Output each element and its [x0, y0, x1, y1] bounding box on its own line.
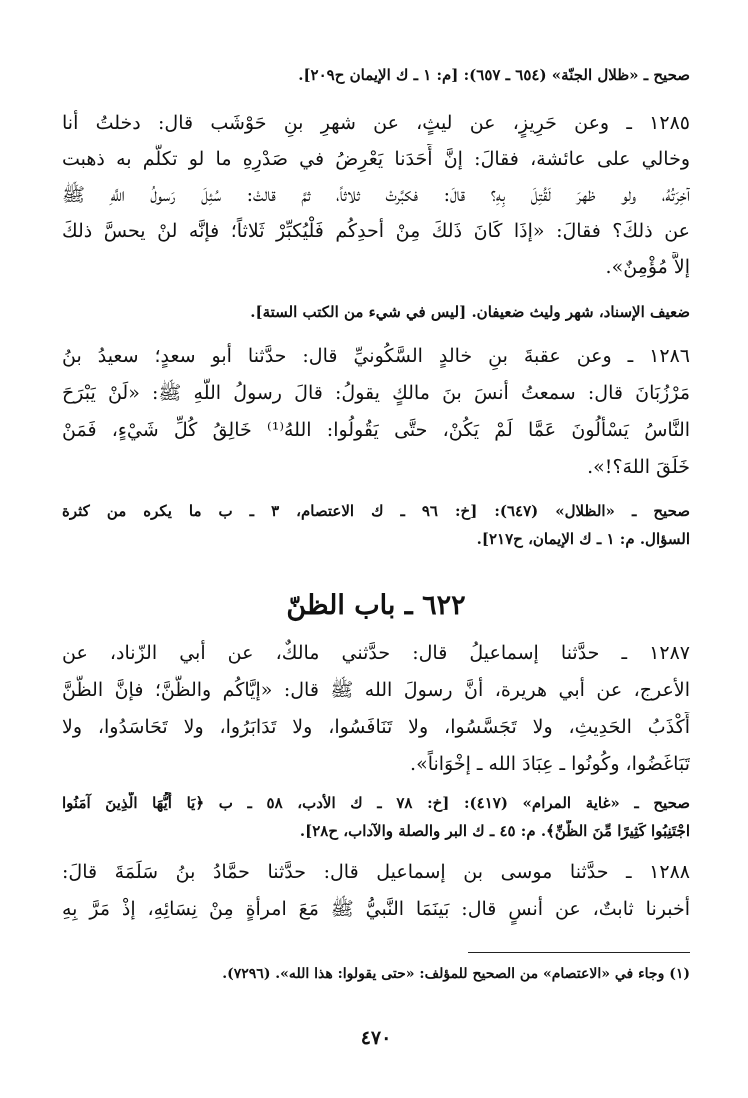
hadith-1288-line-1: ١٢٨٨ ـ حدَّثنا موسى بن إسماعيل قال: حدَّثنا حمَّادُ بنُ سَلَمَةَ قالَ:	[62, 861, 690, 883]
page-number: ٤٧٠	[360, 1027, 392, 1049]
hadith-1285-line-3: آخِرَتُهُ، ولو ظهرَ لَقُتِلَ بِهِ؟ قالَ: فكبَّرتْ ثلاثاً، ثمَّ قالتْ: سُئِلَ رَسولُ اللَّهِ ﷺ	[62, 184, 690, 206]
grading-note-top: صحيح ـ «ظلال الجنّة» (٦٥٤ ـ ٦٥٧): [م: ١ ـ ك الإيمان ح٢٠٩].	[298, 66, 690, 84]
hadith-1288-line-2: أخبرنا ثابتٌ، عن أنسٍ قال: بَينَمَا النَّبيُّ ﷺ مَعَ امرأةٍ مِنْ نِسَائِهِ، إذْ مَرَّ بِهِ	[62, 898, 690, 920]
hadith-1286-line-4: خَلَقَ اللهَ؟!».	[587, 456, 690, 478]
book-page	[62, 62, 690, 1062]
hadith-1286-line-1: ١٢٨٦ ـ وعن عقبةَ بنِ خالدٍ السَّكُونيِّ قال: حدَّثنا أبو سعدٍ؛ سعيدُ بنُ	[62, 345, 690, 367]
hadith-1286-line-2: مَرْزُبَانَ قال: سمعتُ أنسَ بنَ مالكٍ يقولُ: قالَ رسولُ اللَّهِ ﷺ: «لَنْ يَبْرَحَ	[62, 382, 690, 404]
hadith-1285-line-1: ١٢٨٥ ـ وعن حَرِيزٍ، عن ليثٍ، عن شهرِ بنِ حَوْشَب قال: دخلتُ أنا	[62, 112, 690, 134]
chapter-heading: ٦٢٢ ـ باب الظنّ	[286, 590, 466, 621]
hadith-1286-grading-line-1: صحيح ـ «الظلال» (٦٤٧): [خ: ٩٦ ـ ك الاعتصام، ٣ ـ ب ما يكره من كثرة	[62, 502, 690, 520]
hadith-1287-line-2: الأعرج، عن أبي هريرة، أنَّ رسولَ الله ﷺ قال: «إيَّاكُم والظَّنَّ؛ فإنَّ الظَّنَّ	[62, 679, 690, 701]
hadith-1286-line-3: النَّاسُ يَسْأَلُونَ عَمَّا لَمْ يَكُنْ، حتَّى يَقُولُوا: اللهُ⁽¹⁾ خَالِقُ كُلِّ شَيْءٍ، فَمَنْ	[62, 419, 690, 441]
hadith-1287-line-3: أَكْذَبُ الحَدِيثِ، ولا تَجَسَّسُوا، ولا تَنَافَسُوا، ولا تَدَابَرُوا، ولا تَحَاسَدُوا، ولا	[62, 716, 690, 738]
hadith-1285-grading: ضعيف الإسناد، شهر وليث ضعيفان. [ليس في شيء من الكتب الستة].	[250, 303, 690, 321]
hadith-1287-grading-line-1: صحيح ـ «غاية المرام» (٤١٧): [خ: ٧٨ ـ ك الأدب، ٥٨ ـ ب ﴿يَا أَيُّهَا الَّذِينَ آمَنُوا	[62, 794, 690, 812]
footnote-1: (١) وجاء في «الاعتصام» من الصحيح للمؤلف: «حتى يقولوا: هذا الله». (٧٢٩٦).	[222, 966, 690, 982]
hadith-1285-line-2: وخالي على عائشة، فقالَ: إنَّ أَحَدَنا يَعْرِضُ في صَدْرِهِ ما لو تكلَّم به ذهبت	[62, 148, 690, 170]
hadith-1287-grading-line-2: اجْتَنِبُوا كَثِيرًا مِّنَ الظَّنِّ﴾. م: ٤٥ ـ ك البر والصلة والآداب، ح٢٨].	[299, 822, 690, 840]
hadith-1287-line-4: تَبَاغَضُوا، وكُونُوا ـ عِبَادَ الله ـ إخْوَاناً».	[410, 753, 690, 775]
hadith-1285-line-4: عن ذلكَ؟ فقالَ: «إذَا كَانَ ذَلكَ مِنْ أحدِكُم فَلْيُكبِّرْ ثَلاثاً؛ فإنَّه لنْ يحسَّ ذلكَ	[62, 220, 690, 242]
footnote-separator	[468, 952, 690, 953]
hadith-1287-line-1: ١٢٨٧ ـ حدَّثنا إسماعيلُ قال: حدَّثني مالكٌ، عن أبي الزّناد، عن	[62, 642, 690, 664]
hadith-1286-grading-line-2: السؤال. م: ١ ـ ك الإيمان، ح٢١٧].	[476, 530, 690, 548]
hadith-1285-line-5: إلاَّ مُؤْمِنٌ».	[605, 256, 690, 278]
